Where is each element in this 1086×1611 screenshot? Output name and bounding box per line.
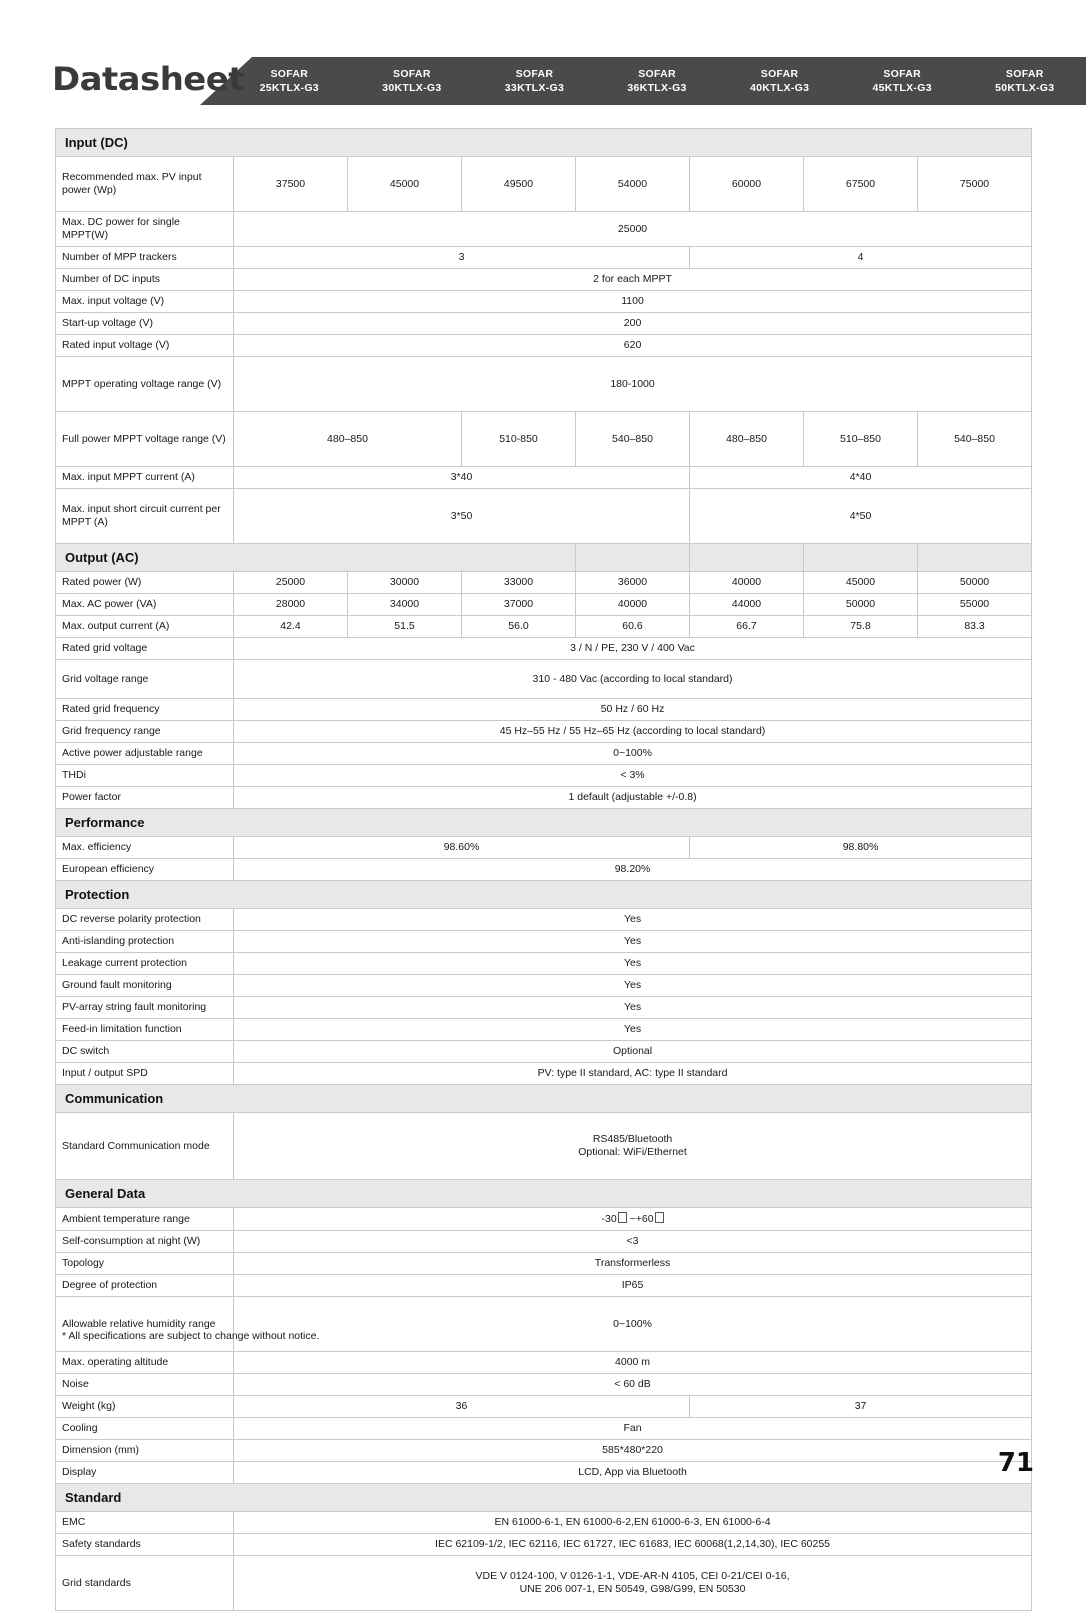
row-value: 540–850	[918, 412, 1032, 467]
row-value: 3 / N / PE, 230 V / 400 Vac	[234, 638, 1032, 660]
model-code: 30KTLX-G3	[382, 82, 442, 94]
table-row	[56, 1063, 1032, 1085]
row-label: Weight (kg)	[56, 1396, 234, 1418]
row-value: 37	[690, 1396, 1032, 1418]
row-value: 25000	[234, 572, 348, 594]
row-value: 98.80%	[690, 837, 1032, 859]
row-label: Max. input short circuit current per MPPT (A)	[56, 489, 234, 544]
row-value: Yes	[234, 931, 1032, 953]
footnote: * All specifications are subject to change without notice.	[62, 1330, 320, 1342]
row-value: PV: type II standard, AC: type II standard	[234, 1063, 1032, 1085]
specification-sheet	[55, 128, 1031, 1611]
section-title: Standard	[56, 1484, 1032, 1512]
row-value: 34000	[348, 594, 462, 616]
comm-line-1: RS485/Bluetooth	[592, 1133, 673, 1145]
row-value: 4000 m	[234, 1352, 1032, 1374]
row-label: Self-consumption at night (W)	[56, 1231, 234, 1253]
table-row	[56, 931, 1032, 953]
row-value	[234, 1113, 1032, 1180]
table-row	[56, 1534, 1032, 1556]
row-value: 310 - 480 Vac (according to local standard)	[234, 660, 1032, 699]
row-label: Leakage current protection	[56, 953, 234, 975]
table-row	[56, 765, 1032, 787]
table-row	[56, 975, 1032, 997]
row-value: Yes	[234, 975, 1032, 997]
row-value: 60000	[690, 157, 804, 212]
row-label: PV-array string fault monitoring	[56, 997, 234, 1019]
table-row	[56, 572, 1032, 594]
row-value: 540–850	[576, 412, 690, 467]
row-value: < 60 dB	[234, 1374, 1032, 1396]
section-header-general-data	[56, 1180, 1032, 1208]
row-value: 45000	[348, 157, 462, 212]
row-label: Cooling	[56, 1418, 234, 1440]
row-value: Transformerless	[234, 1253, 1032, 1275]
table-row	[56, 489, 1032, 544]
table-row	[56, 997, 1032, 1019]
specification-table	[55, 128, 1032, 1611]
page-number: 71	[997, 1448, 1034, 1478]
row-label: Anti-islanding protection	[56, 931, 234, 953]
model-brand: SOFAR	[515, 68, 554, 80]
temp-sep: ~+60	[626, 1213, 654, 1225]
table-row	[56, 1041, 1032, 1063]
row-value: 37500	[234, 157, 348, 212]
row-label: Rated grid voltage	[56, 638, 234, 660]
row-label: Max. operating altitude	[56, 1352, 234, 1374]
row-value: 50000	[804, 594, 918, 616]
row-label: Rated power (W)	[56, 572, 234, 594]
missing-glyph-icon	[618, 1212, 627, 1223]
row-label: Number of DC inputs	[56, 269, 234, 291]
table-row	[56, 660, 1032, 699]
row-label: Display	[56, 1462, 234, 1484]
row-label: Grid voltage range	[56, 660, 234, 699]
row-value: 480–850	[690, 412, 804, 467]
row-label: Active power adjustable range	[56, 743, 234, 765]
row-value: 45000	[804, 572, 918, 594]
row-label: EMC	[56, 1512, 234, 1534]
section-title: Input (DC)	[56, 129, 1032, 157]
row-label: Grid frequency range	[56, 721, 234, 743]
table-row	[56, 157, 1032, 212]
table-row	[56, 699, 1032, 721]
section-header-standard	[56, 1484, 1032, 1512]
row-value: EN 61000-6-1, EN 61000-6-2,EN 61000-6-3, EN 61000-6-4	[234, 1512, 1032, 1534]
page-title: Datasheet	[52, 60, 244, 98]
table-row	[56, 1440, 1032, 1462]
table-row	[56, 1113, 1032, 1180]
row-value: Fan	[234, 1418, 1032, 1440]
model-column-3	[473, 67, 596, 95]
table-row	[56, 1275, 1032, 1297]
row-label: Feed-in limitation function	[56, 1019, 234, 1041]
row-value: 40000	[690, 572, 804, 594]
model-column-4	[596, 67, 719, 95]
row-value: 54000	[576, 157, 690, 212]
row-label: DC reverse polarity protection	[56, 909, 234, 931]
row-value: 1100	[234, 291, 1032, 313]
row-label: Rated grid frequency	[56, 699, 234, 721]
model-code: 36KTLX-G3	[627, 82, 687, 94]
row-label: Safety standards	[56, 1534, 234, 1556]
row-value: 180-1000	[234, 357, 1032, 412]
row-value: 480–850	[234, 412, 462, 467]
row-value: 510–850	[804, 412, 918, 467]
row-label: Max. output current (A)	[56, 616, 234, 638]
row-value: 67500	[804, 157, 918, 212]
row-value: 0~100%	[234, 1297, 1032, 1352]
table-row	[56, 594, 1032, 616]
section-title: Protection	[56, 881, 1032, 909]
row-value: 50 Hz / 60 Hz	[234, 699, 1032, 721]
row-label: Noise	[56, 1374, 234, 1396]
row-value	[234, 1208, 1032, 1231]
row-value: 45 Hz–55 Hz / 55 Hz–65 Hz (according to local standard)	[234, 721, 1032, 743]
row-value: Optional	[234, 1041, 1032, 1063]
row-value: LCD, App via Bluetooth	[234, 1462, 1032, 1484]
row-label: Degree of protection	[56, 1275, 234, 1297]
row-label: Max. DC power for single MPPT(W)	[56, 212, 234, 247]
section-header-performance	[56, 809, 1032, 837]
missing-glyph-icon	[655, 1212, 664, 1223]
model-code: 45KTLX-G3	[872, 82, 932, 94]
row-label: Dimension (mm)	[56, 1440, 234, 1462]
row-value: Yes	[234, 909, 1032, 931]
row-value: 36000	[576, 572, 690, 594]
row-label: Power factor	[56, 787, 234, 809]
table-row	[56, 1297, 1032, 1352]
row-value: 98.20%	[234, 859, 1032, 881]
row-value: 98.60%	[234, 837, 690, 859]
table-row	[56, 1253, 1032, 1275]
section-header-protection	[56, 881, 1032, 909]
table-row	[56, 1418, 1032, 1440]
row-label: Max. input MPPT current (A)	[56, 467, 234, 489]
row-value: < 3%	[234, 765, 1032, 787]
table-row	[56, 467, 1032, 489]
model-code: 25KTLX-G3	[259, 82, 319, 94]
section-title: Output (AC)	[56, 544, 576, 572]
row-label: DC switch	[56, 1041, 234, 1063]
row-value: 4	[690, 247, 1032, 269]
row-value: 50000	[918, 572, 1032, 594]
row-value: 3	[234, 247, 690, 269]
row-value: Yes	[234, 1019, 1032, 1041]
row-label: European efficiency	[56, 859, 234, 881]
grid-standards-line-2: UNE 206 007-1, EN 50549, G98/G99, EN 50530	[519, 1583, 746, 1595]
model-brand: SOFAR	[270, 68, 309, 80]
section-header-filler	[690, 544, 804, 572]
grid-standards-line-1: VDE V 0124-100, V 0126-1-1, VDE-AR-N 4105, CEI 0-21/CEI 0-16,	[475, 1570, 790, 1582]
row-label: Ambient temperature range	[56, 1208, 234, 1231]
row-value: Yes	[234, 997, 1032, 1019]
row-label: Allowable relative humidity range	[56, 1297, 234, 1352]
row-value: 56.0	[462, 616, 576, 638]
table-row	[56, 412, 1032, 467]
row-label: Recommended max. PV input power (Wp)	[56, 157, 234, 212]
row-value: 620	[234, 335, 1032, 357]
row-label: Number of MPP trackers	[56, 247, 234, 269]
row-value: 0~100%	[234, 743, 1032, 765]
section-title: Performance	[56, 809, 1032, 837]
section-header-output-ac	[56, 544, 1032, 572]
model-code: 50KTLX-G3	[995, 82, 1055, 94]
table-row	[56, 247, 1032, 269]
row-value: <3	[234, 1231, 1032, 1253]
row-value: 3*40	[234, 467, 690, 489]
model-column-5	[718, 67, 841, 95]
row-label: Start-up voltage (V)	[56, 313, 234, 335]
section-header-communication	[56, 1085, 1032, 1113]
section-header-filler	[804, 544, 918, 572]
row-value: 37000	[462, 594, 576, 616]
row-label: THDi	[56, 765, 234, 787]
model-brand: SOFAR	[760, 68, 799, 80]
row-value: 33000	[462, 572, 576, 594]
table-row	[56, 909, 1032, 931]
table-row	[56, 357, 1032, 412]
row-label: Max. input voltage (V)	[56, 291, 234, 313]
model-brand: SOFAR	[883, 68, 922, 80]
table-row	[56, 743, 1032, 765]
table-row	[56, 1396, 1032, 1418]
row-value: 51.5	[348, 616, 462, 638]
model-column-7	[963, 67, 1086, 95]
table-row	[56, 1374, 1032, 1396]
row-value: 200	[234, 313, 1032, 335]
row-value: 42.4	[234, 616, 348, 638]
table-row	[56, 1231, 1032, 1253]
row-value: 49500	[462, 157, 576, 212]
model-code: 33KTLX-G3	[504, 82, 565, 94]
table-row	[56, 1512, 1032, 1534]
row-value: 83.3	[918, 616, 1032, 638]
row-label: Rated input voltage (V)	[56, 335, 234, 357]
model-column-1	[228, 67, 351, 95]
row-value: Yes	[234, 953, 1032, 975]
row-label: Standard Communication mode	[56, 1113, 234, 1180]
row-value: 75.8	[804, 616, 918, 638]
temp-min: -30	[601, 1213, 617, 1225]
row-value: IEC 62109-1/2, IEC 62116, IEC 61727, IEC 61683, IEC 60068(1,2,14,30), IEC 60255	[234, 1534, 1032, 1556]
section-title: General Data	[56, 1180, 1032, 1208]
row-label: Full power MPPT voltage range (V)	[56, 412, 234, 467]
row-value: 4*50	[690, 489, 1032, 544]
table-row	[56, 721, 1032, 743]
row-label: Grid standards	[56, 1556, 234, 1611]
section-header-input-dc	[56, 129, 1032, 157]
section-header-filler	[576, 544, 690, 572]
row-value: 40000	[576, 594, 690, 616]
row-value: 30000	[348, 572, 462, 594]
table-row	[56, 859, 1032, 881]
section-header-filler	[918, 544, 1032, 572]
row-value	[234, 1556, 1032, 1611]
table-row	[56, 291, 1032, 313]
row-value: 44000	[690, 594, 804, 616]
row-value: 4*40	[690, 467, 1032, 489]
model-code: 40KTLX-G3	[749, 82, 810, 94]
row-label: Max. efficiency	[56, 837, 234, 859]
row-value: 3*50	[234, 489, 690, 544]
model-column-2	[351, 67, 474, 95]
table-row	[56, 212, 1032, 247]
page-header	[0, 57, 1086, 105]
table-row	[56, 1556, 1032, 1611]
model-list	[200, 57, 1086, 105]
table-row	[56, 1019, 1032, 1041]
row-value: 36	[234, 1396, 690, 1418]
row-value: 28000	[234, 594, 348, 616]
table-row	[56, 269, 1032, 291]
comm-line-2: Optional: WiFi/Ethernet	[578, 1146, 687, 1158]
row-label: Topology	[56, 1253, 234, 1275]
row-label: Ground fault monitoring	[56, 975, 234, 997]
table-row	[56, 787, 1032, 809]
model-brand: SOFAR	[393, 68, 431, 80]
row-value: 55000	[918, 594, 1032, 616]
row-value: 2 for each MPPT	[234, 269, 1032, 291]
row-value: IP65	[234, 1275, 1032, 1297]
table-row	[56, 837, 1032, 859]
table-row	[56, 638, 1032, 660]
model-brand: SOFAR	[638, 68, 676, 80]
section-title: Communication	[56, 1085, 1032, 1113]
table-row	[56, 953, 1032, 975]
row-label: Max. AC power (VA)	[56, 594, 234, 616]
row-value: 1 default (adjustable +/-0.8)	[234, 787, 1032, 809]
row-value: 60.6	[576, 616, 690, 638]
model-brand: SOFAR	[1005, 68, 1044, 80]
table-row	[56, 1352, 1032, 1374]
table-row	[56, 1208, 1032, 1231]
row-value: 25000	[234, 212, 1032, 247]
row-value: 510-850	[462, 412, 576, 467]
table-row	[56, 1462, 1032, 1484]
table-row	[56, 335, 1032, 357]
row-value: 66.7	[690, 616, 804, 638]
model-column-6	[841, 67, 964, 95]
row-label: Input / output SPD	[56, 1063, 234, 1085]
row-value: 585*480*220	[234, 1440, 1032, 1462]
table-row	[56, 313, 1032, 335]
table-row	[56, 616, 1032, 638]
row-value: 75000	[918, 157, 1032, 212]
row-label: MPPT operating voltage range (V)	[56, 357, 234, 412]
